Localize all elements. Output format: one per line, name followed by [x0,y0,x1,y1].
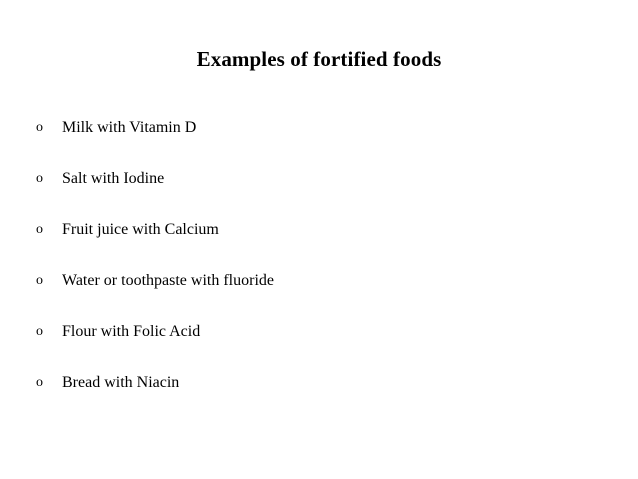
list-item-text: Flour with Folic Acid [62,323,201,340]
list-item [36,320,274,371]
bullet-marker: o [36,273,43,288]
list-item-text: Fruit juice with Calcium [62,221,219,238]
bullet-marker: o [36,222,43,237]
bullet-marker: o [36,324,43,339]
bullet-list [36,116,274,422]
list-item-text: Bread with Niacin [62,374,180,391]
slide-title: Examples of fortified foods [196,47,442,71]
list-item-text: Salt with Iodine [62,170,165,187]
bullet-marker: o [36,375,43,390]
list-item-text: Water or toothpaste with fluoride [62,272,274,289]
list-item [36,218,274,269]
list-item [36,167,274,218]
bullet-marker: o [36,120,43,135]
list-item-text: Milk with Vitamin D [62,119,197,136]
list-item [36,269,274,320]
bullet-marker: o [36,171,43,186]
list-item [36,116,274,167]
list-item [36,371,274,422]
